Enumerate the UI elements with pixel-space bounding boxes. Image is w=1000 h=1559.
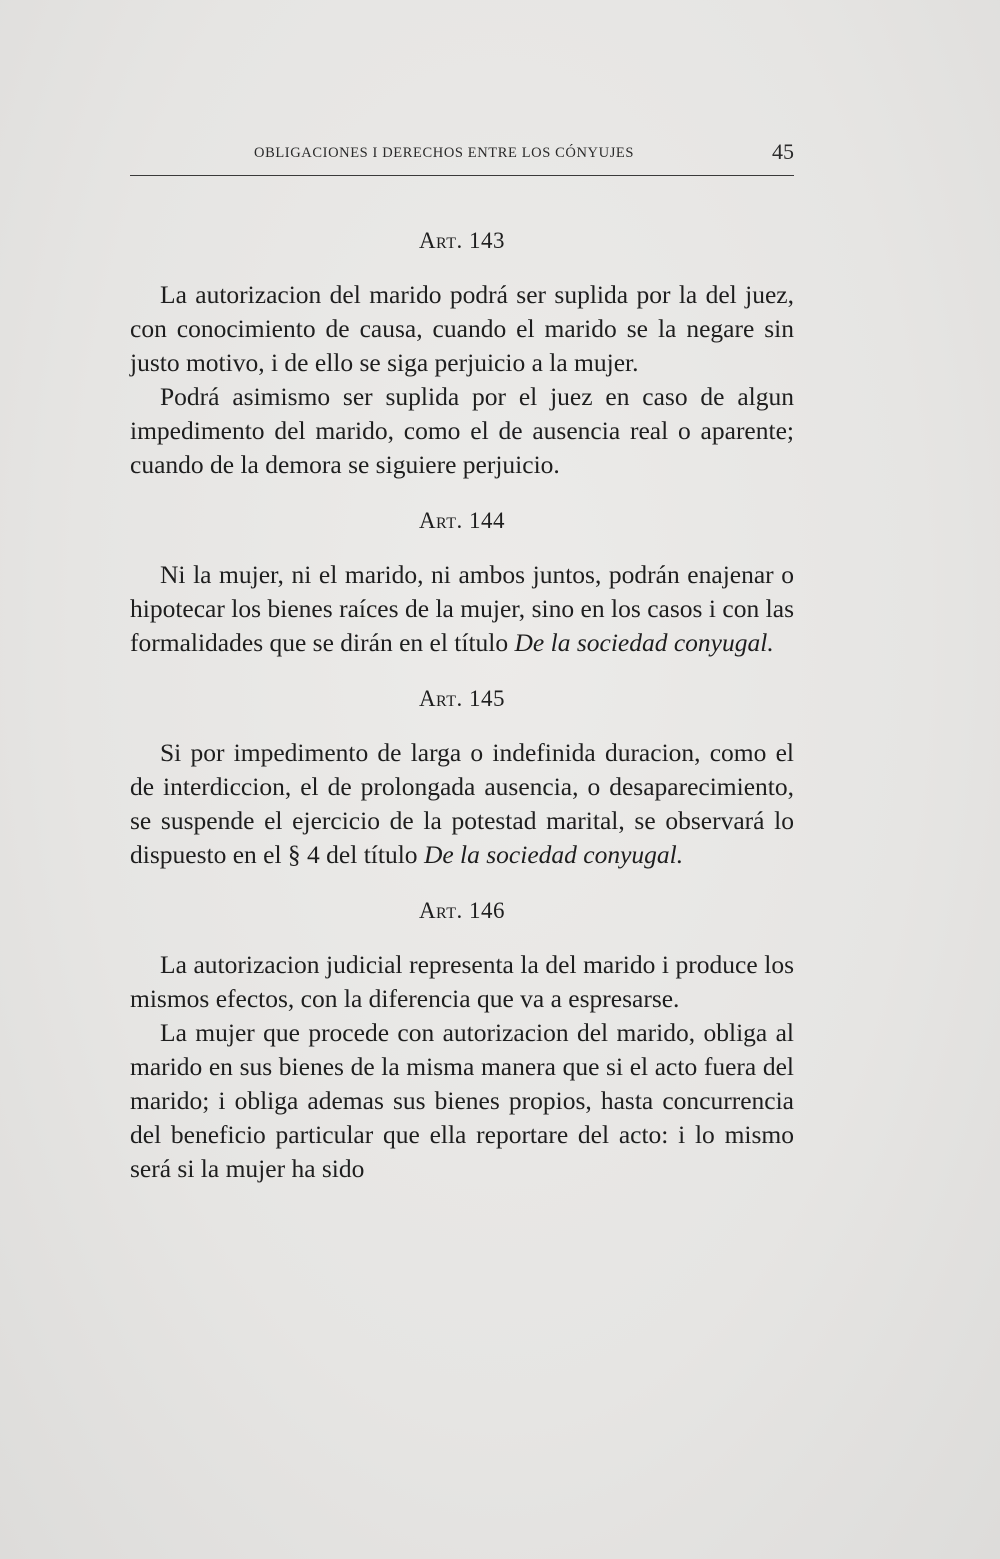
article-heading: Art. 144 <box>418 508 506 533</box>
article-paragraph: La mujer que procede con autorizacion del marido, obliga al marido en sus bienes de la misma manera que si el acto fuera del marido; i obliga ademas sus bienes propios, hasta concurrencia del beneficio particular que ella reportare del acto: i lo mismo será si la mujer ha sido <box>130 1018 794 1183</box>
article-143 <box>130 226 794 482</box>
header-rule <box>130 175 794 176</box>
article-paragraph: La autorizacion del marido podrá ser suplida por la del juez, con conocimiento de causa, cuando el marido se la negare sin justo motivo, i de ello se siga perjuicio a la mujer. <box>130 280 794 377</box>
article-heading: Art. 143 <box>418 228 506 253</box>
article-paragraph: Podrá asimismo ser suplida por el juez en caso de algun impedimento del marido, como el de ausencia real o aparente; cuando de la demora se siguiere perjuicio. <box>130 382 794 479</box>
page-header <box>130 139 794 169</box>
article-146 <box>130 896 794 1186</box>
article-heading: Art. 145 <box>418 686 506 711</box>
article-paragraph: La autorizacion judicial representa la del marido i produce los mismos efectos, con la diferencia que va a espresarse. <box>130 950 794 1013</box>
article-145 <box>130 684 794 872</box>
article-heading: Art. 146 <box>418 898 506 923</box>
running-head: OBLIGACIONES I DERECHOS ENTRE LOS CÓNYUJES <box>254 145 635 161</box>
page-body <box>130 226 794 1210</box>
page-number: 45 <box>772 139 794 164</box>
italic-reference: De la sociedad conyugal. <box>514 628 774 657</box>
article-paragraph: Si por impedimento de larga o indefinida duracion, como el de interdiccion, el de prolongada ausencia, o desaparecimiento, se suspende el ejercicio de la potestad marital, se observará lo dispuesto en el § 4 del título De la sociedad conyugal. <box>130 738 794 869</box>
article-paragraph: Ni la mujer, ni el marido, ni ambos juntos, podrán enajenar o hipotecar los bienes raíces de la mujer, sino en los casos i con las formalidades que se dirán en el título De la sociedad conyugal. <box>130 560 794 657</box>
article-144 <box>130 506 794 660</box>
italic-reference: De la sociedad conyugal. <box>423 840 684 869</box>
